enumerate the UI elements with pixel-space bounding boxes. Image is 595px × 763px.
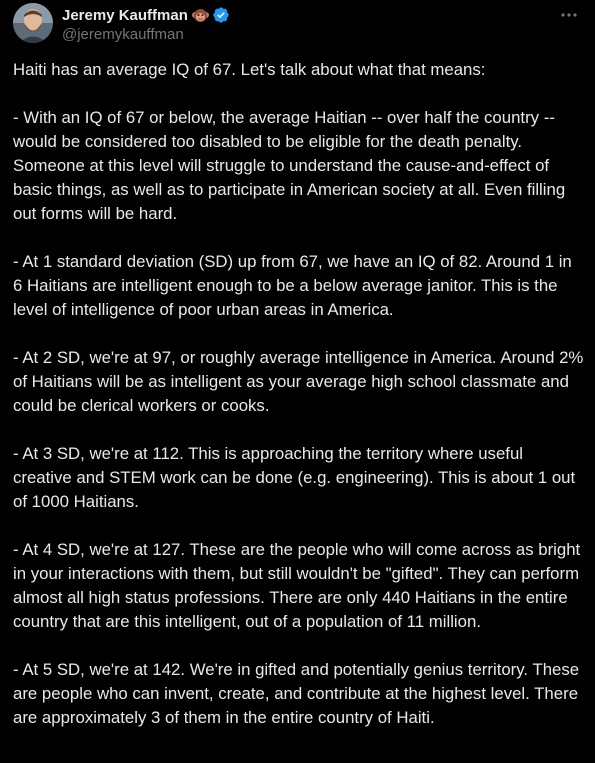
tweet-header (13, 3, 583, 45)
tweet-text (13, 58, 589, 754)
author-names (62, 5, 230, 43)
tweet-paragraph: - At 2 SD, we're at 97, or roughly average intelligence in America. Around 2% of Haitians will be as intelligent as your average high school classmate and could be clerical workers or cooks. (13, 348, 589, 415)
avatar[interactable] (13, 3, 53, 43)
name-row (62, 5, 230, 25)
tweet-paragraph: - With an IQ of 67 or below, the average Haitian -- over half the country -- would be considered too disabled to be eligible for the death penalty. Someone at this level will struggle to understand the cause-and-effect of basic things, as well as to participate in American society at all. Even filling out forms will be hard. (13, 108, 570, 223)
tweet-paragraph: Haiti has an average IQ of 67. Let's talk about what that means: (13, 60, 486, 79)
author-handle[interactable]: @jeremykauffman (62, 26, 184, 43)
author-display-name[interactable]: Jeremy Kauffman (62, 6, 188, 24)
more-dots-icon[interactable] (559, 5, 579, 25)
monkey-emoji-icon (192, 7, 209, 24)
tweet-paragraph: - At 1 standard deviation (SD) up from 67, we have an IQ of 82. Around 1 in 6 Haitians are intelligent enough to be a below average janitor. This is the level of intelligence of poor urban areas in America. (13, 252, 577, 319)
tweet-paragraph: - At 3 SD, we're at 112. This is approaching the territory where useful creative and STEM work can be done (e.g. engineering). This is about 1 out of 1000 Haitians. (13, 444, 580, 511)
verified-badge-icon (212, 6, 230, 24)
tweet-paragraph: - At 4 SD, we're at 127. These are the people who will come across as bright in your interactions with them, but still wouldn't be "gifted". They can perform almost all high status professions. There are only 440 Haitians in the entire country that are this intelligent, out of a population of 11 million. (13, 540, 585, 631)
tweet-paragraph: - At 5 SD, we're at 142. We're in gifted and potentially genius territory. These are people who can invent, create, and contribute at the highest level. There are approximately 3 of them in the entire country of Haiti. (13, 660, 584, 727)
